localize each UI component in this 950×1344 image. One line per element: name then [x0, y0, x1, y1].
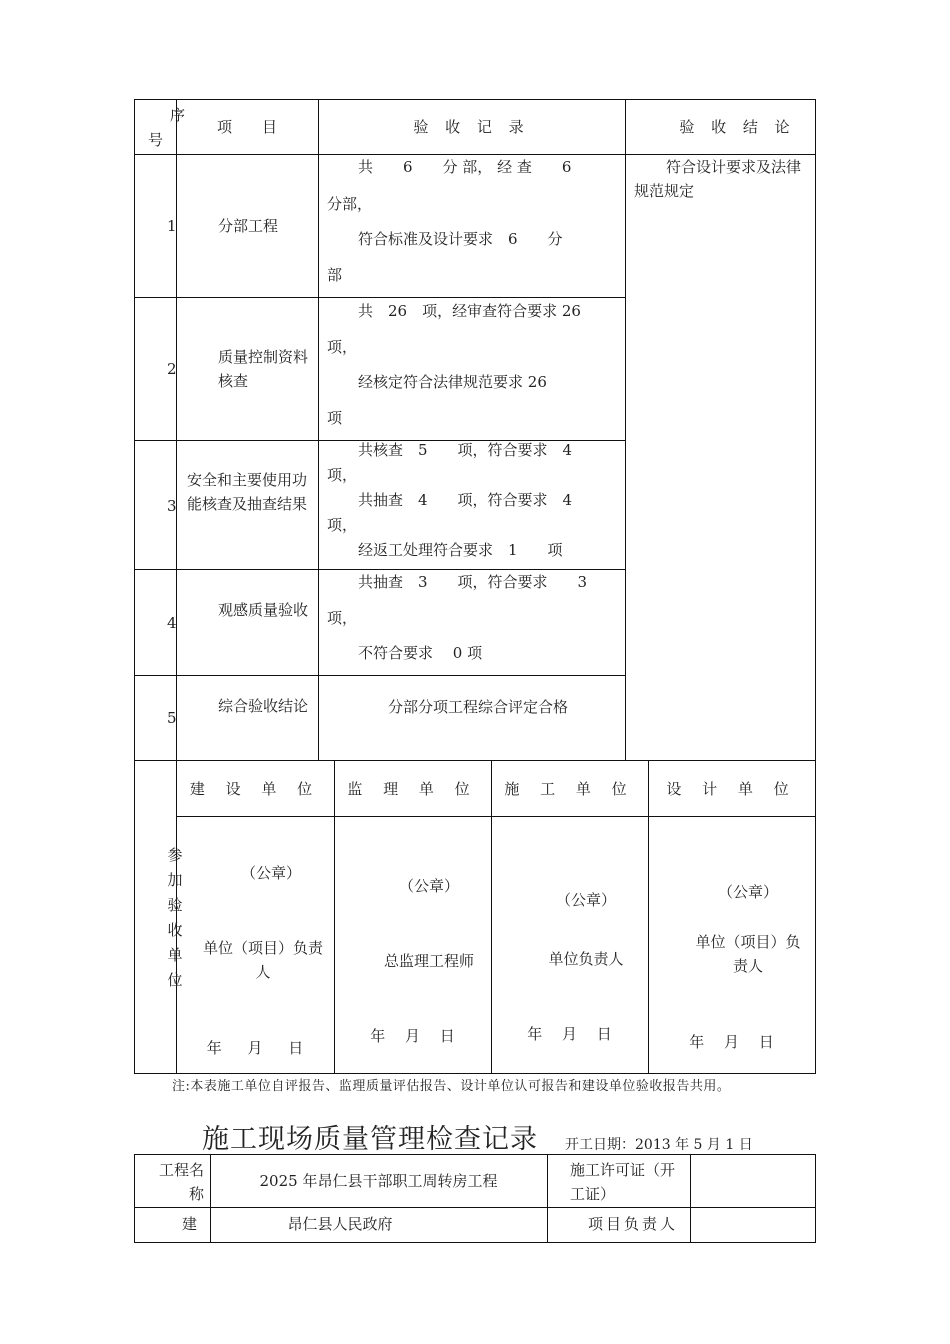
conclusion-text: 符合设计要求及法律规范规定 — [634, 158, 802, 200]
row-divider — [176, 816, 816, 817]
record-title: 施工现场质量管理检查记录 — [202, 1124, 538, 1155]
leader-label: 项目负责人 — [588, 1215, 679, 1233]
row-divider — [134, 760, 816, 761]
unit-name: 监 理 单 位 — [347, 780, 478, 798]
unit-name: 建 设 单 位 — [189, 780, 321, 798]
col-divider — [648, 760, 649, 1073]
unit-name: 设 计 单 位 — [666, 780, 797, 798]
col-divider — [547, 1154, 548, 1243]
owner-label: 建 — [182, 1215, 198, 1233]
participants-label: 参加验收单位 — [167, 846, 183, 989]
col-divider — [176, 99, 177, 761]
header-seq-bottom: 号 — [148, 131, 164, 149]
unit-person: 总监理工程师 — [383, 952, 474, 970]
row-number: 3 — [167, 497, 177, 515]
unit-name: 施 工 单 位 — [504, 780, 635, 798]
permit-label: 施工许可证（开工证） — [570, 1161, 676, 1203]
row-divider — [134, 1207, 816, 1208]
unit-seal: （公章） — [240, 864, 301, 882]
table-border-top — [134, 99, 816, 100]
project-name-label: 工程名称 — [158, 1161, 204, 1203]
header-record: 验 收 记 录 — [413, 118, 530, 136]
record-line: 分部， — [327, 195, 373, 213]
unit-date: 年 月 日 — [370, 1027, 455, 1045]
project-name-value: 2025 年昂仁县干部职工周转房工程 — [259, 1172, 498, 1190]
table-border-top — [134, 1154, 816, 1155]
unit-date: 年 月 日 — [527, 1025, 612, 1043]
header-conclusion: 验 收 结 论 — [679, 118, 796, 136]
record-line: 经核定符合法律规范要求 26 — [358, 373, 547, 391]
table-border-left — [134, 99, 135, 1074]
row-divider — [134, 297, 626, 298]
col-divider — [318, 99, 319, 761]
footnote: 注:本表施工单位自评报告、监理质量评估报告、设计单位认可报告和建设单位验收报告共用。 — [172, 1079, 731, 1094]
start-date: 开工日期：2013 年 5 月 1 日 — [565, 1137, 753, 1153]
record-line: 经返工处理符合要求 1 项 — [358, 541, 563, 559]
row-item: 安全和主要使用功能核查及抽查结果 — [186, 471, 307, 513]
table-border-left — [134, 1154, 135, 1243]
table-border-right — [815, 1154, 816, 1243]
unit-seal: （公章） — [717, 883, 778, 901]
row-number: 4 — [167, 614, 177, 632]
record-line: 不符合要求 0 项 — [358, 644, 483, 662]
record-line: 项， — [327, 609, 358, 627]
record-line: 共核查 5 项，符合要求 4 — [358, 441, 573, 459]
unit-person: 单位（项目）负责人 — [202, 939, 323, 981]
row-item: 分部工程 — [217, 217, 278, 235]
row-divider — [134, 675, 626, 676]
record-line: 项， — [327, 516, 358, 534]
table-border-right — [815, 99, 816, 1074]
row-number: 1 — [167, 217, 177, 235]
row-number: 5 — [167, 709, 177, 727]
record-line: 符合标准及设计要求 6 分 — [358, 230, 563, 248]
row-item: 综合验收结论 — [218, 697, 309, 715]
header-item: 项 目 — [216, 118, 277, 136]
unit-person: 单位（项目）负责人 — [695, 933, 801, 975]
col-divider — [625, 99, 626, 761]
record-line: 部 — [327, 266, 343, 284]
unit-person: 单位负责人 — [548, 950, 624, 968]
col-divider — [690, 1154, 691, 1243]
record-line: 项 — [327, 409, 343, 427]
unit-date: 年 月 日 — [689, 1033, 774, 1051]
row-item: 观感质量验收 — [218, 601, 309, 619]
table-border-bottom — [134, 1242, 816, 1243]
record-line: 共 26 项，经审查符合要求 26 — [358, 302, 581, 320]
unit-seal: （公章） — [555, 891, 616, 909]
row-item: 质量控制资料核查 — [218, 348, 309, 390]
owner-value: 昂仁县人民政府 — [287, 1215, 393, 1233]
unit-date: 年 月 日 — [206, 1039, 304, 1057]
record-line: 共抽查 3 项，符合要求 3 — [358, 573, 588, 591]
record-line: 共 6 分 部， 经 查 6 — [358, 158, 572, 176]
unit-seal: （公章） — [398, 877, 459, 895]
record-line: 项， — [327, 466, 358, 484]
record-line: 分部分项工程综合评定合格 — [388, 698, 569, 716]
record-line: 项， — [327, 338, 358, 356]
header-seq-top: 序 — [170, 106, 186, 124]
row-number: 2 — [167, 360, 177, 378]
record-line: 共抽查 4 项，符合要求 4 — [358, 491, 573, 509]
table-border-bottom — [134, 1073, 816, 1074]
